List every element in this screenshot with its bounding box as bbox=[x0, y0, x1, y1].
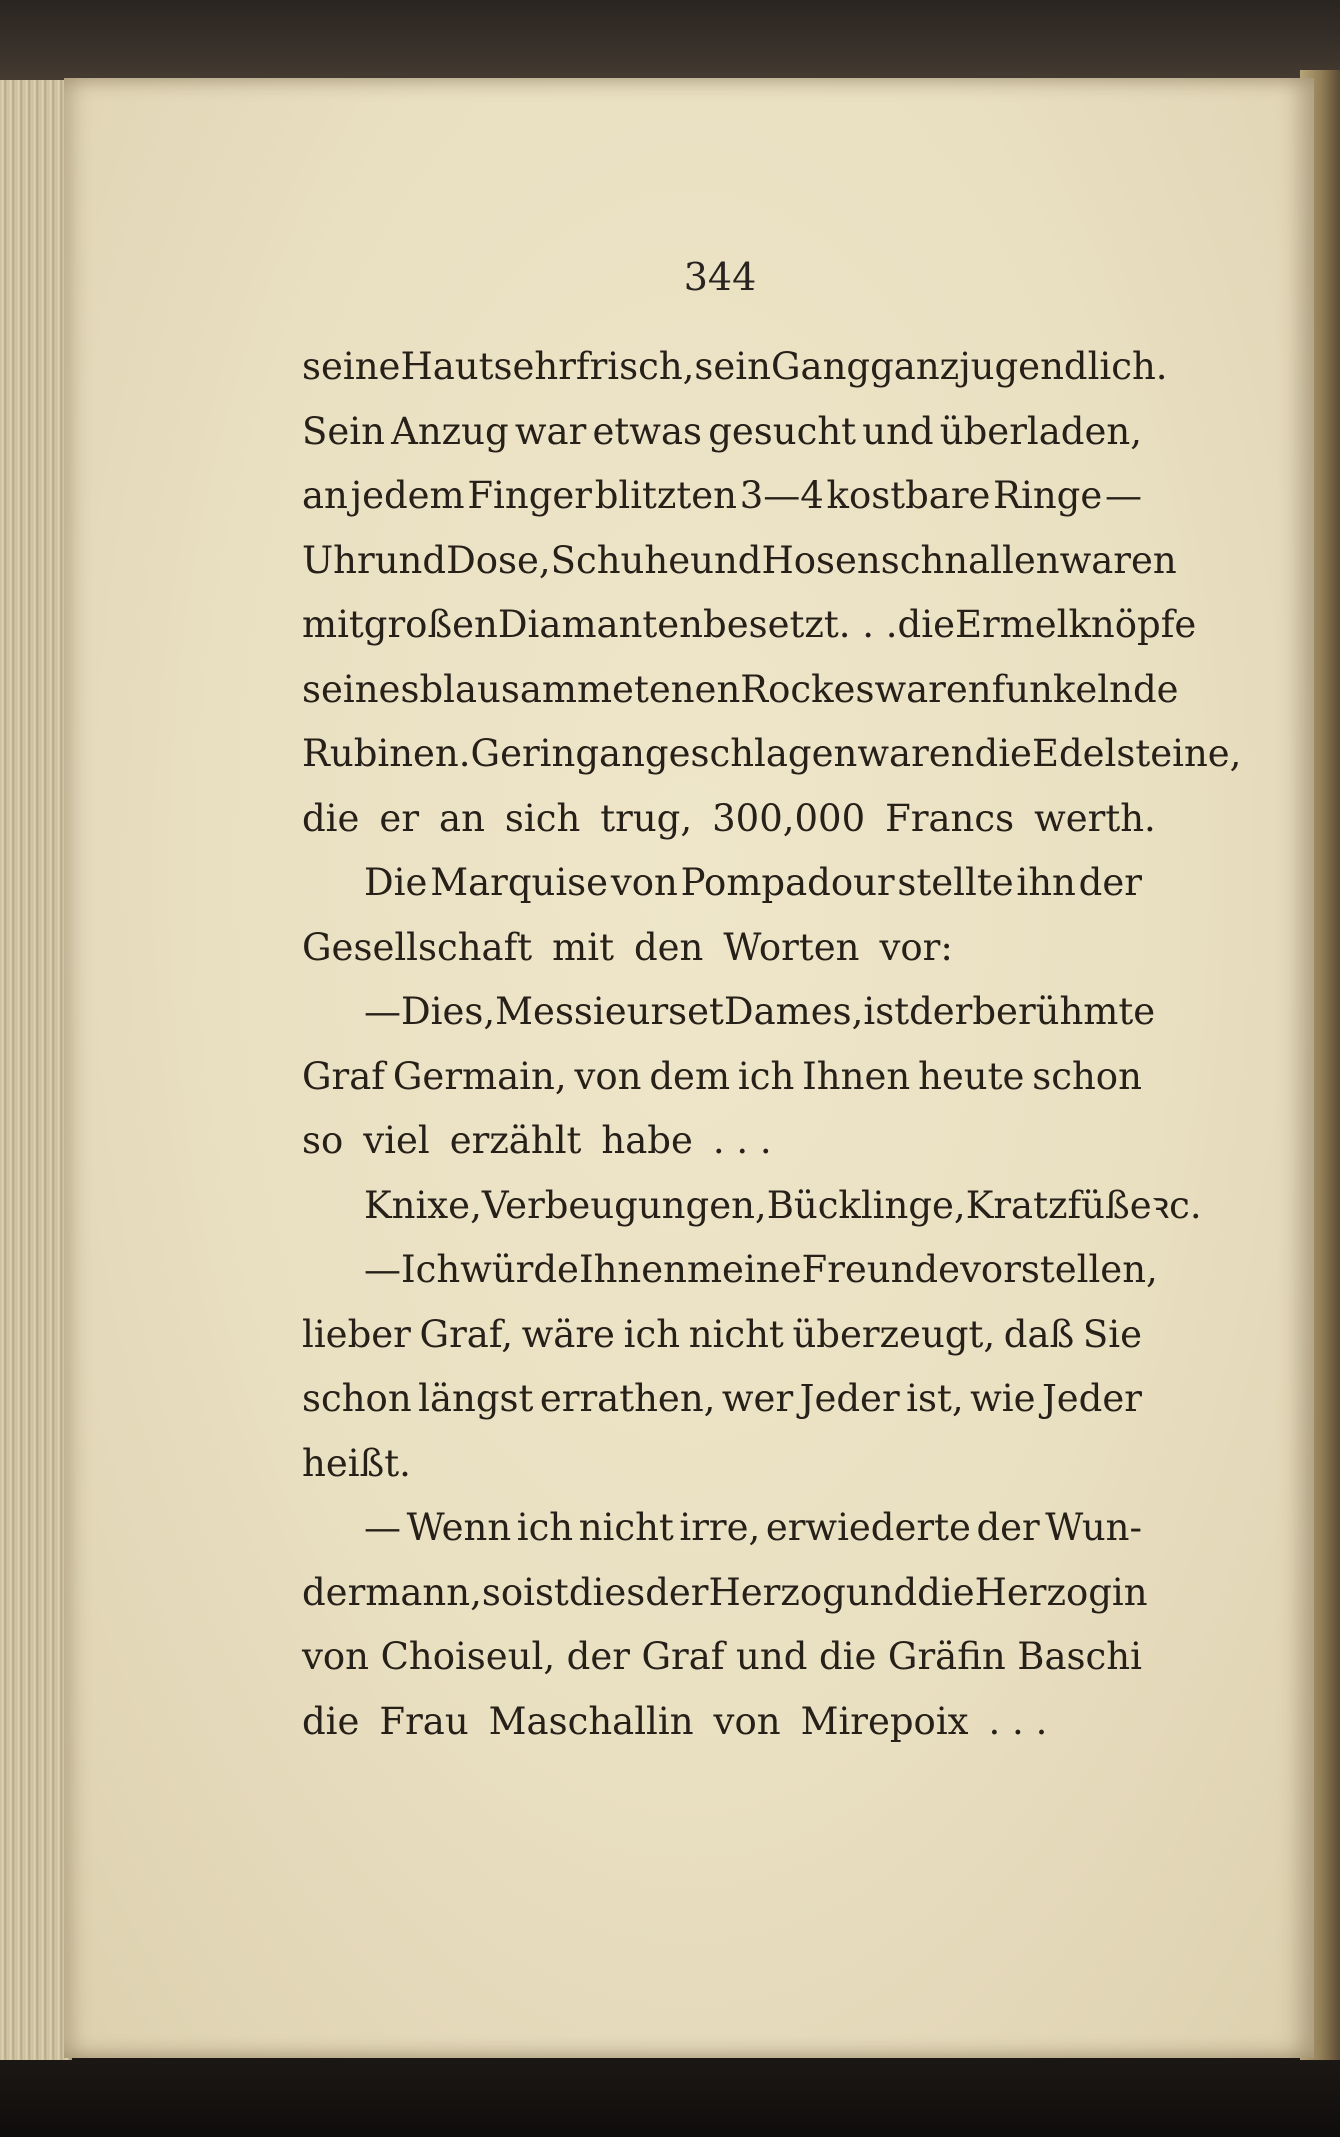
word: die bbox=[974, 732, 1032, 775]
text-line bbox=[302, 464, 1142, 529]
text-line bbox=[302, 400, 1142, 465]
word: Gräfin bbox=[887, 1635, 1006, 1678]
word: — bbox=[364, 1248, 401, 1291]
text-line bbox=[302, 1045, 1142, 1110]
word: Anzug bbox=[391, 409, 509, 453]
word: die bbox=[302, 796, 360, 840]
word: und bbox=[845, 1570, 918, 1614]
word: Ihnen bbox=[802, 1054, 911, 1098]
word: ist bbox=[523, 1570, 569, 1614]
word: und bbox=[862, 409, 934, 453]
text-line bbox=[302, 1432, 1142, 1497]
word: den bbox=[633, 925, 704, 969]
word: Francs bbox=[885, 796, 1015, 840]
page-number: 344 bbox=[683, 255, 757, 299]
word: Diamanten bbox=[497, 603, 704, 646]
word: Rockes bbox=[740, 667, 875, 711]
word: Haut bbox=[400, 345, 494, 388]
word: trug, bbox=[600, 796, 693, 840]
word: heißt. bbox=[302, 1441, 411, 1485]
word: seine bbox=[302, 345, 401, 388]
word: ist bbox=[863, 990, 910, 1033]
word: angeschlagen bbox=[599, 732, 858, 775]
word: Freunde bbox=[801, 1248, 961, 1291]
word: an bbox=[439, 796, 485, 840]
word: an bbox=[302, 474, 348, 517]
word: ganz bbox=[870, 345, 960, 388]
word: so bbox=[481, 1570, 524, 1614]
word: habe bbox=[601, 1119, 693, 1162]
word: Baschi bbox=[1017, 1635, 1142, 1678]
word: erzählt bbox=[449, 1119, 582, 1162]
word: die bbox=[302, 1699, 360, 1743]
word: jedem bbox=[350, 474, 465, 517]
word: Graf bbox=[302, 1054, 385, 1098]
page-edges bbox=[0, 80, 72, 2060]
word: sehr bbox=[493, 345, 576, 388]
word: mit bbox=[302, 603, 364, 646]
word: frisch, bbox=[575, 345, 695, 388]
word: 3—4 bbox=[739, 474, 824, 517]
word: et bbox=[687, 990, 724, 1033]
word: Dies, bbox=[401, 990, 496, 1033]
text-line bbox=[302, 1174, 1202, 1239]
word: Finger bbox=[467, 474, 592, 517]
word: nicht bbox=[688, 1312, 784, 1356]
word: etwas bbox=[592, 409, 702, 453]
word: — bbox=[1104, 474, 1142, 517]
word: . . . bbox=[712, 1119, 772, 1162]
word: Dames, bbox=[723, 990, 864, 1033]
word: und bbox=[374, 538, 447, 582]
word: von bbox=[610, 861, 678, 904]
word: Messieurs bbox=[495, 990, 688, 1033]
word: Frau bbox=[379, 1699, 469, 1743]
word: Pompadour bbox=[680, 861, 895, 904]
word: wer bbox=[721, 1377, 794, 1420]
word: überzeugt, bbox=[792, 1312, 996, 1356]
word: Graf bbox=[641, 1635, 725, 1678]
word: 300,000 bbox=[712, 796, 866, 840]
word: waren bbox=[874, 667, 992, 711]
text-line bbox=[302, 1690, 1142, 1755]
word: von bbox=[574, 1054, 642, 1098]
word: würde bbox=[460, 1248, 579, 1291]
word: und bbox=[736, 1635, 808, 1678]
word: Dose, bbox=[446, 538, 551, 582]
word: und bbox=[690, 538, 762, 582]
word: lieber bbox=[302, 1312, 411, 1356]
word: wäre bbox=[521, 1312, 615, 1356]
word: erwiederte bbox=[765, 1506, 971, 1549]
word: waren bbox=[1059, 538, 1177, 582]
word: Mirepoix bbox=[800, 1699, 969, 1743]
word: wie bbox=[970, 1377, 1036, 1420]
word: der bbox=[566, 1635, 630, 1678]
word: . . . bbox=[988, 1699, 1048, 1743]
text-line bbox=[302, 593, 1197, 658]
word: Verbeugungen, bbox=[481, 1183, 767, 1227]
word: Edelsteine, bbox=[1031, 732, 1242, 775]
word: vor: bbox=[879, 925, 953, 969]
word: Schuhe bbox=[550, 538, 691, 582]
word: Gesellschaft bbox=[302, 925, 533, 969]
word: ist, bbox=[906, 1377, 964, 1420]
word: Germain, bbox=[392, 1054, 567, 1098]
word: gesucht bbox=[708, 409, 857, 453]
word: längst bbox=[418, 1377, 534, 1420]
word: von bbox=[713, 1699, 781, 1743]
word: daß bbox=[1003, 1312, 1075, 1356]
word: nicht bbox=[578, 1506, 674, 1549]
word: dermann, bbox=[302, 1570, 482, 1614]
word: ꝛc. bbox=[1151, 1183, 1202, 1227]
word: Gang bbox=[770, 345, 871, 388]
text-line bbox=[302, 1303, 1142, 1368]
text-line bbox=[302, 335, 1168, 400]
word: Worten bbox=[723, 925, 860, 969]
word: Uhr bbox=[302, 538, 375, 582]
word: großen bbox=[363, 603, 498, 646]
word: Wenn bbox=[406, 1506, 512, 1549]
word: errathen, bbox=[539, 1377, 716, 1420]
word: waren bbox=[857, 732, 975, 775]
text-line bbox=[302, 1496, 1142, 1561]
word: seines bbox=[302, 667, 420, 711]
word: sein bbox=[694, 345, 771, 388]
text-line bbox=[302, 1109, 1142, 1174]
word: Kratzfüße bbox=[965, 1183, 1152, 1227]
word: viel bbox=[363, 1119, 430, 1162]
word: heute bbox=[918, 1054, 1025, 1098]
text-line bbox=[302, 658, 1179, 723]
word: funkelnde bbox=[991, 667, 1179, 711]
word: Bücklinge, bbox=[766, 1183, 966, 1227]
text-line bbox=[302, 851, 1142, 916]
word: vorstellen, bbox=[960, 1248, 1158, 1291]
word: irre, bbox=[679, 1506, 761, 1549]
word: schon bbox=[302, 1377, 412, 1420]
word: überladen, bbox=[939, 409, 1142, 453]
word: der bbox=[1078, 861, 1142, 904]
word: werth. bbox=[1034, 796, 1156, 840]
word: dies bbox=[568, 1570, 646, 1614]
word: die bbox=[917, 1570, 975, 1614]
word: jugendlich. bbox=[959, 345, 1168, 388]
text-line bbox=[302, 1625, 1142, 1690]
word: Die bbox=[364, 861, 428, 904]
word: Rubinen. bbox=[302, 732, 471, 775]
word: Ermelknöpfe bbox=[954, 603, 1197, 646]
body-text bbox=[302, 335, 1242, 1754]
word: ich bbox=[516, 1506, 574, 1549]
text-line bbox=[302, 722, 1242, 787]
word: er bbox=[379, 796, 420, 840]
word: meine bbox=[686, 1248, 802, 1291]
word: ihn bbox=[1016, 861, 1076, 904]
word: berühmte bbox=[972, 990, 1156, 1033]
word: besetzt bbox=[703, 603, 839, 646]
word: die bbox=[897, 603, 955, 646]
text-line bbox=[302, 980, 1156, 1045]
word: Ringe bbox=[993, 474, 1103, 517]
word: der bbox=[909, 990, 973, 1033]
word: . . . bbox=[838, 603, 898, 646]
word: dem bbox=[649, 1054, 731, 1098]
word: ich bbox=[623, 1312, 681, 1356]
text-line bbox=[302, 529, 1177, 594]
word: Hosenschnallen bbox=[761, 538, 1060, 582]
word: Herzog bbox=[708, 1570, 846, 1614]
word: Knixe, bbox=[364, 1183, 482, 1227]
word: Gering bbox=[470, 732, 600, 775]
word: die bbox=[818, 1635, 877, 1678]
word: der bbox=[976, 1506, 1040, 1549]
word: blausammetenen bbox=[419, 667, 741, 711]
word: Sie bbox=[1082, 1312, 1142, 1356]
word: Jeder bbox=[1041, 1377, 1142, 1420]
word: Jeder bbox=[799, 1377, 900, 1420]
word: Maschallin bbox=[488, 1699, 694, 1743]
word: Wun- bbox=[1045, 1506, 1142, 1549]
word: Ich bbox=[401, 1248, 461, 1291]
text-line bbox=[302, 916, 1142, 981]
text-line bbox=[302, 787, 1156, 852]
word: war bbox=[514, 409, 587, 453]
text-line bbox=[302, 1561, 1148, 1626]
word: Graf, bbox=[419, 1312, 513, 1356]
word: — bbox=[364, 990, 401, 1033]
word: Ihnen bbox=[578, 1248, 687, 1291]
word: Marquise bbox=[430, 861, 609, 904]
text-line bbox=[302, 1367, 1142, 1432]
word: stellte bbox=[897, 861, 1014, 904]
background-top bbox=[0, 0, 1340, 90]
text-line bbox=[302, 1238, 1158, 1303]
word: Sein bbox=[302, 409, 385, 453]
word: blitzten bbox=[594, 474, 738, 517]
word: Herzogin bbox=[974, 1570, 1148, 1614]
word: ich bbox=[737, 1054, 795, 1098]
word: von bbox=[302, 1635, 370, 1678]
word: so bbox=[302, 1119, 344, 1162]
word: Choiseul, bbox=[380, 1635, 556, 1678]
word: mit bbox=[552, 925, 614, 969]
word: der bbox=[645, 1570, 709, 1614]
word: kostbare bbox=[826, 474, 991, 517]
word: — bbox=[364, 1506, 401, 1549]
word: sich bbox=[504, 796, 581, 840]
word: schon bbox=[1032, 1054, 1142, 1098]
